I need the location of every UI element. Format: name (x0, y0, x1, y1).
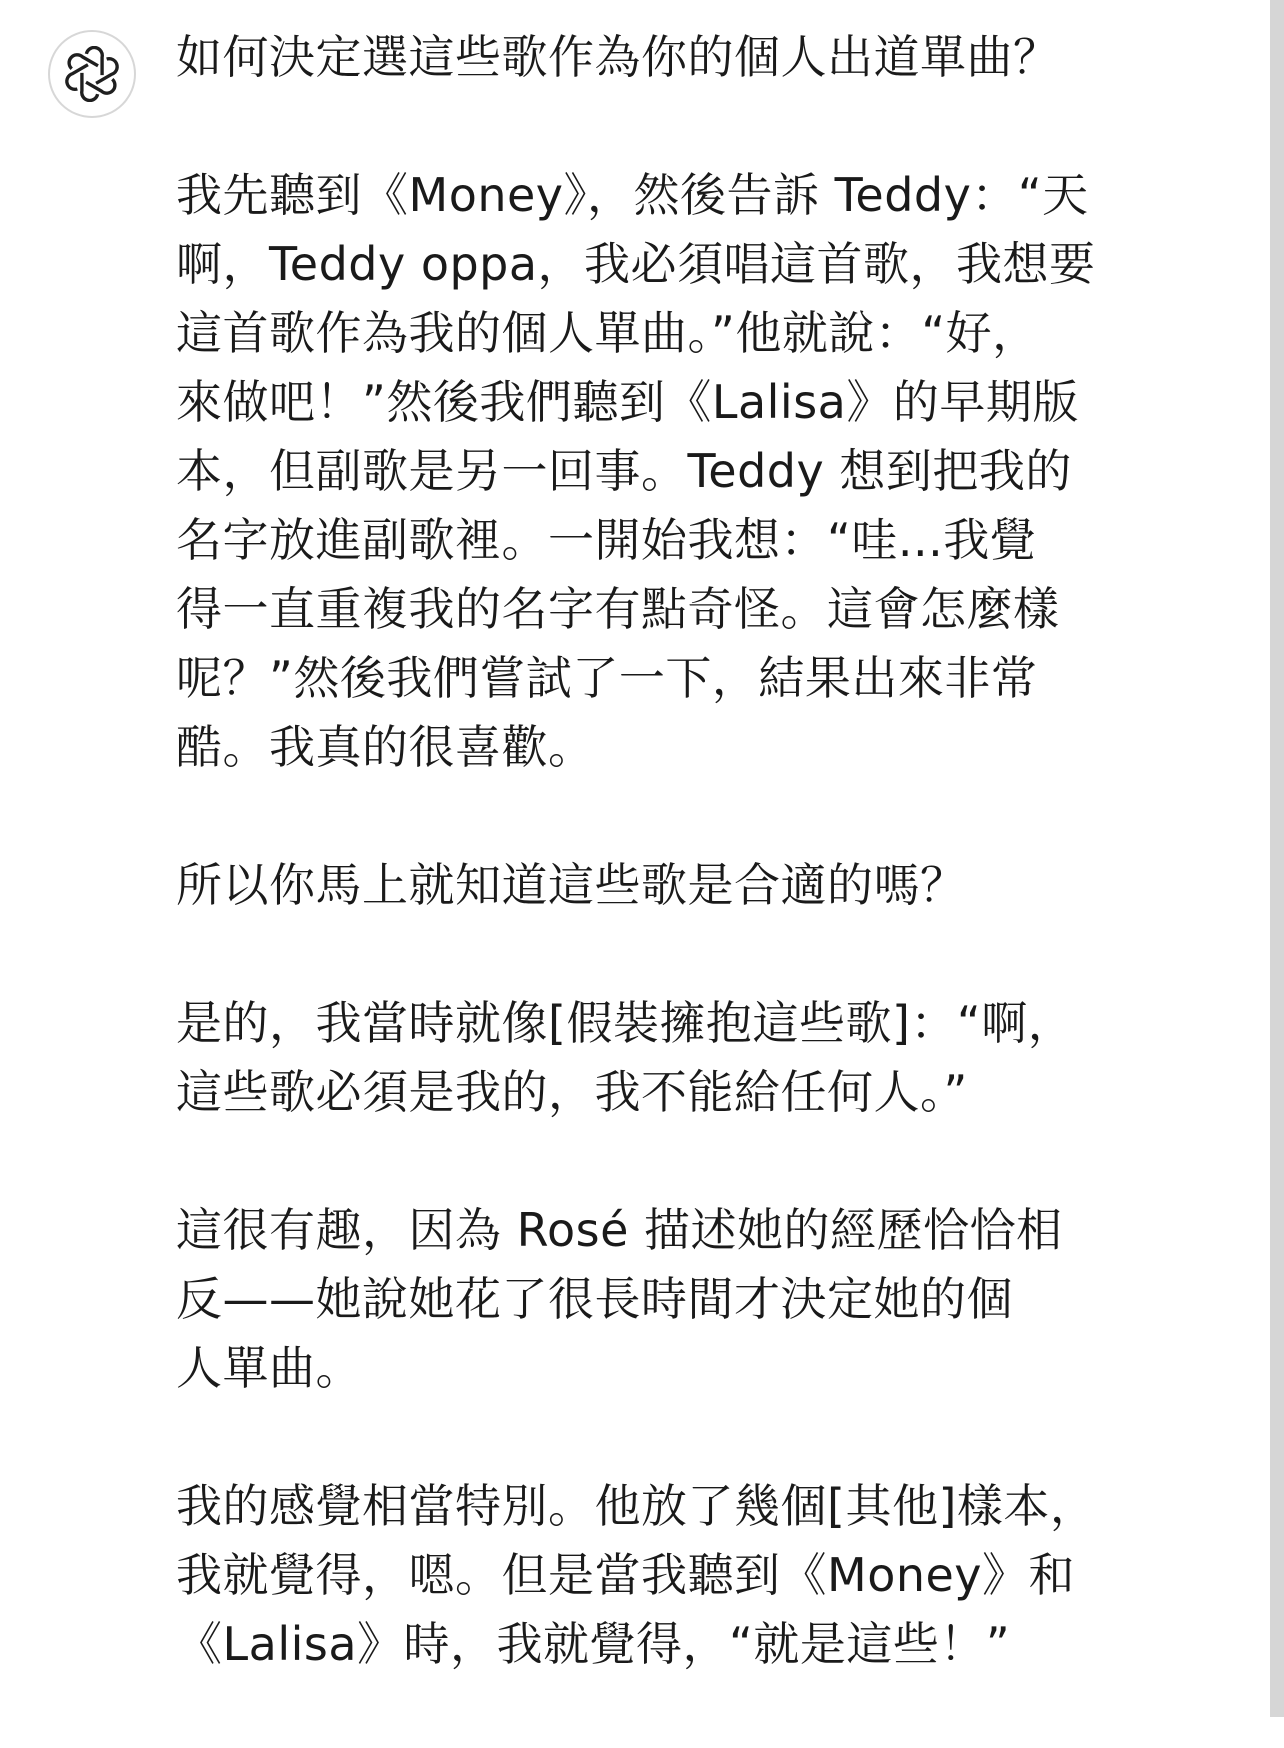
text-line: 是的，我當時就像[假裝擁抱這些歌]：“啊， (176, 996, 1075, 1050)
text-line: 所以你馬上就知道這些歌是合適的嗎？ (176, 858, 967, 912)
text-line: 呢？”然後我們嘗試了一下，結果出來非常 (176, 651, 1038, 705)
answer-3 (176, 1472, 1206, 1679)
openai-logo-icon (64, 46, 120, 102)
text-line: 得一直重複我的名字有點奇怪。這會怎麼樣 (176, 582, 1060, 636)
text-line: 我的感覺相當特別。他放了幾個[其他]樣本， (176, 1479, 1097, 1533)
text-line: 酷。我真的很喜歡。 (176, 720, 595, 774)
text-line: 《Lalisa》時，我就覺得，“就是這些！” (176, 1617, 1011, 1671)
text-line: 這首歌作為我的個人單曲。”他就說：“好， (176, 306, 1039, 360)
question-2 (176, 851, 1206, 920)
question-3 (176, 1196, 1206, 1403)
text-line: 本，但副歌是另一回事。Teddy 想到把我的 (176, 444, 1072, 498)
assistant-message (176, 23, 1206, 1748)
answer-2 (176, 989, 1206, 1127)
text-line: 來做吧！”然後我們聽到《Lalisa》的早期版 (176, 375, 1079, 429)
text-line: 這很有趣，因為 Rosé 描述她的經歷恰恰相 (176, 1203, 1063, 1257)
text-line: 名字放進副歌裡。一開始我想：“哇...我覺 (176, 513, 1037, 567)
scrollbar-thumb[interactable] (1270, 0, 1284, 1717)
text-line: 人單曲。 (176, 1341, 362, 1395)
assistant-avatar (48, 30, 136, 118)
text-line: 反——她說她花了很長時間才決定她的個 (176, 1272, 1013, 1326)
text-line: 我就覺得，嗯。但是當我聽到《Money》和 (176, 1548, 1076, 1602)
text-line: 啊，Teddy oppa，我必須唱這首歌，我想要 (176, 237, 1096, 291)
question-1 (176, 23, 1206, 92)
scrollbar-track[interactable] (1270, 0, 1284, 1717)
text-line: 如何決定選這些歌作為你的個人出道單曲？ (176, 30, 1060, 84)
answer-1 (176, 161, 1206, 782)
text-line: 我先聽到《Money》，然後告訴 Teddy：“天 (176, 168, 1089, 222)
text-line: 這些歌必須是我的，我不能給任何人。” (176, 1065, 968, 1119)
